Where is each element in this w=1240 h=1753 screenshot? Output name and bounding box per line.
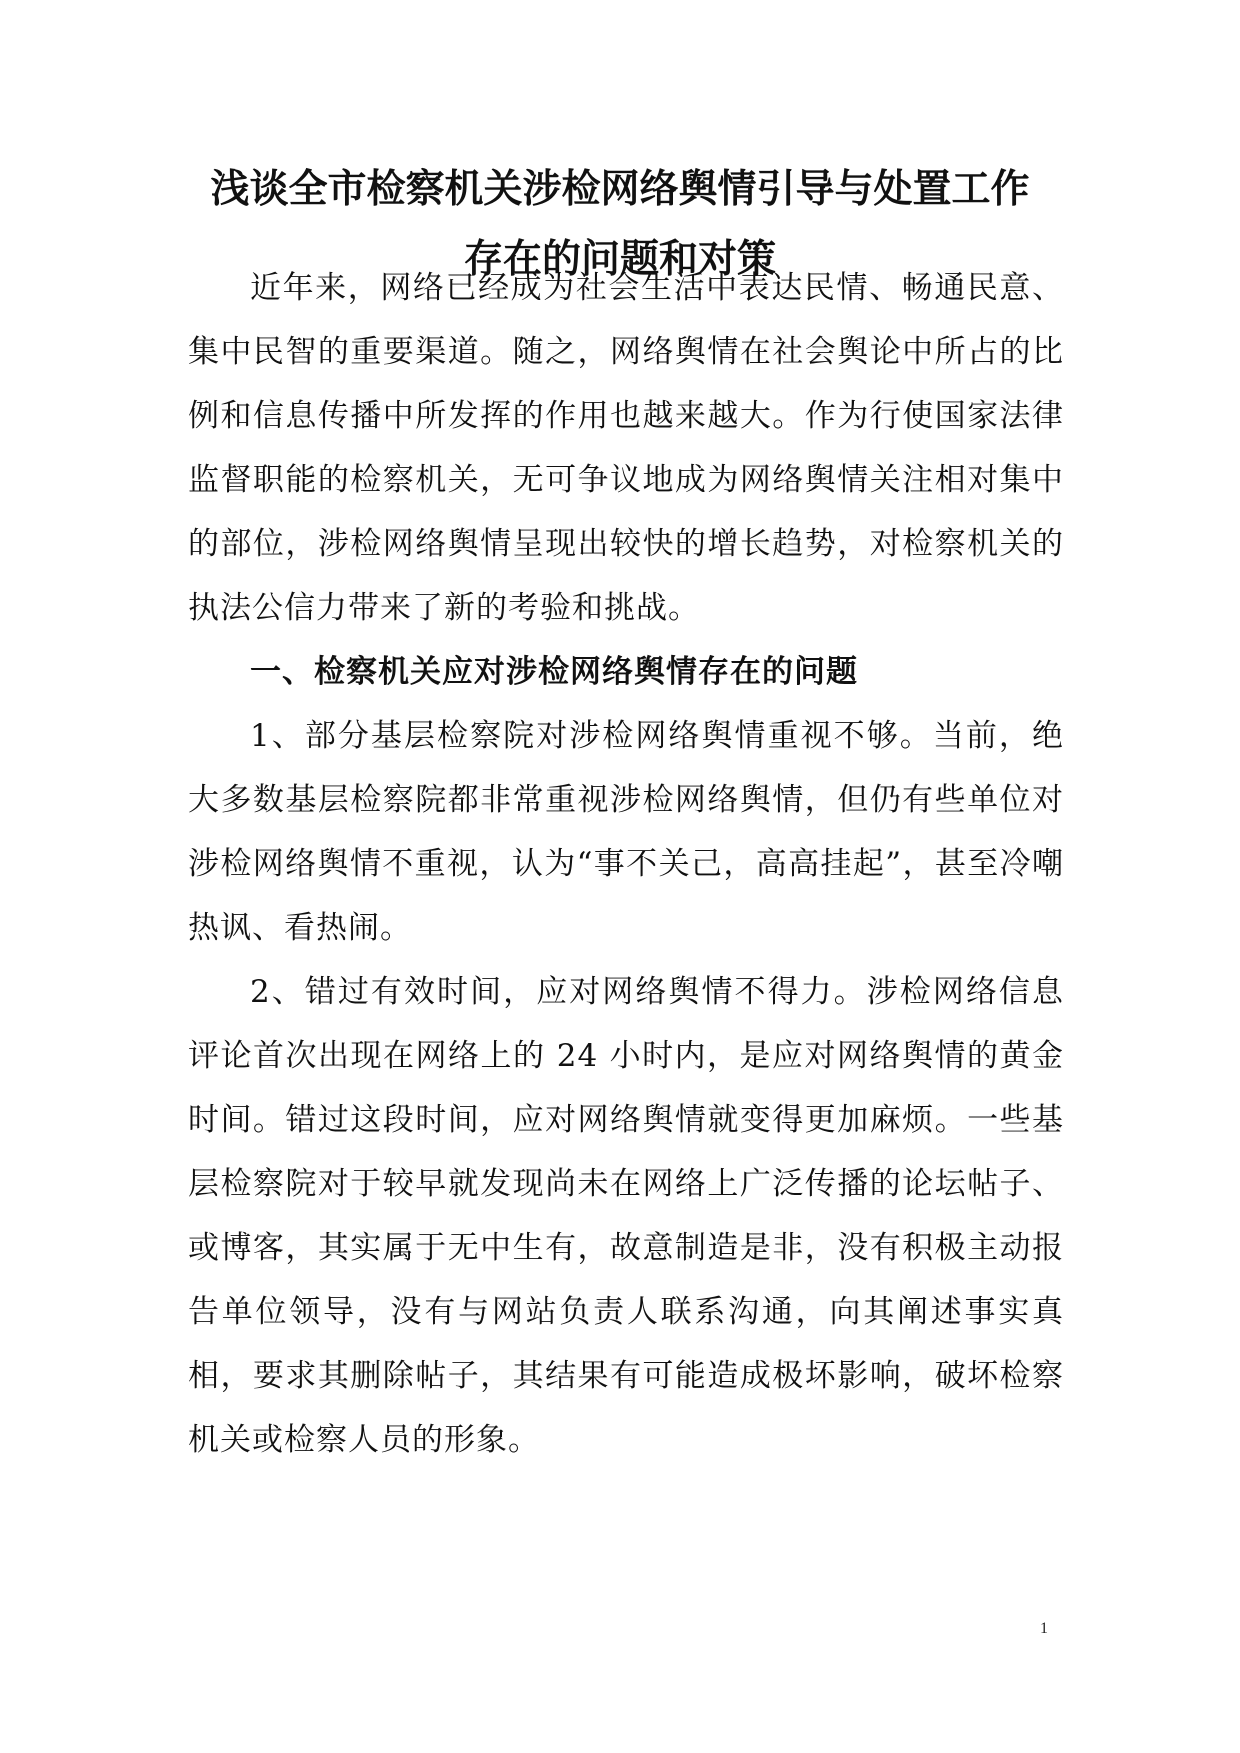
point-2-paragraph: 2、错过有效时间，应对网络舆情不得力。涉检网络信息评论首次出现在网络上的 24 小时内，是应对网络舆情的黄金时间。错过这段时间，应对网络舆情就变得更加麻烦。一些基层检察院对于较早就发现尚未在网络上广泛传播的论坛帖子、或博客，其实属于无中生有，故意制造是非，没有积极主动报告单位领导，没有与网站负责人联系沟通，向其阐述事实真相，要求其删除帖子，其结果有可能造成极坏影响，破坏检察机关或检察人员的形象。	[188, 974, 1064, 1458]
document-title-line-2: 存在的问题和对策	[463, 236, 776, 282]
document-body	[188, 256, 1064, 1472]
page-number: 1	[1040, 1620, 1048, 1637]
section-heading: 一、检察机关应对涉检网络舆情存在的问题	[250, 654, 858, 690]
document-title-line-1: 浅谈全市检察机关涉检网络舆情引导与处置工作	[210, 166, 1030, 212]
intro-paragraph: 近年来，网络已经成为社会生活中表达民情、畅通民意、集中民智的重要渠道。随之，网络舆情在社会舆论中所占的比例和信息传播中所发挥的作用也越来越大。作为行使国家法律监督职能的检察机关，无可争议地成为网络舆情关注相对集中的部位，涉检网络舆情呈现出较快的增长趋势，对检察机关的执法公信力带来了新的考验和挑战。	[188, 270, 1064, 626]
point-1-paragraph: 1、部分基层检察院对涉检网络舆情重视不够。当前，绝大多数基层检察院都非常重视涉检网络舆情，但仍有些单位对涉检网络舆情不重视，认为“事不关己，高高挂起”，甚至冷嘲热讽、看热闹。	[188, 718, 1064, 946]
